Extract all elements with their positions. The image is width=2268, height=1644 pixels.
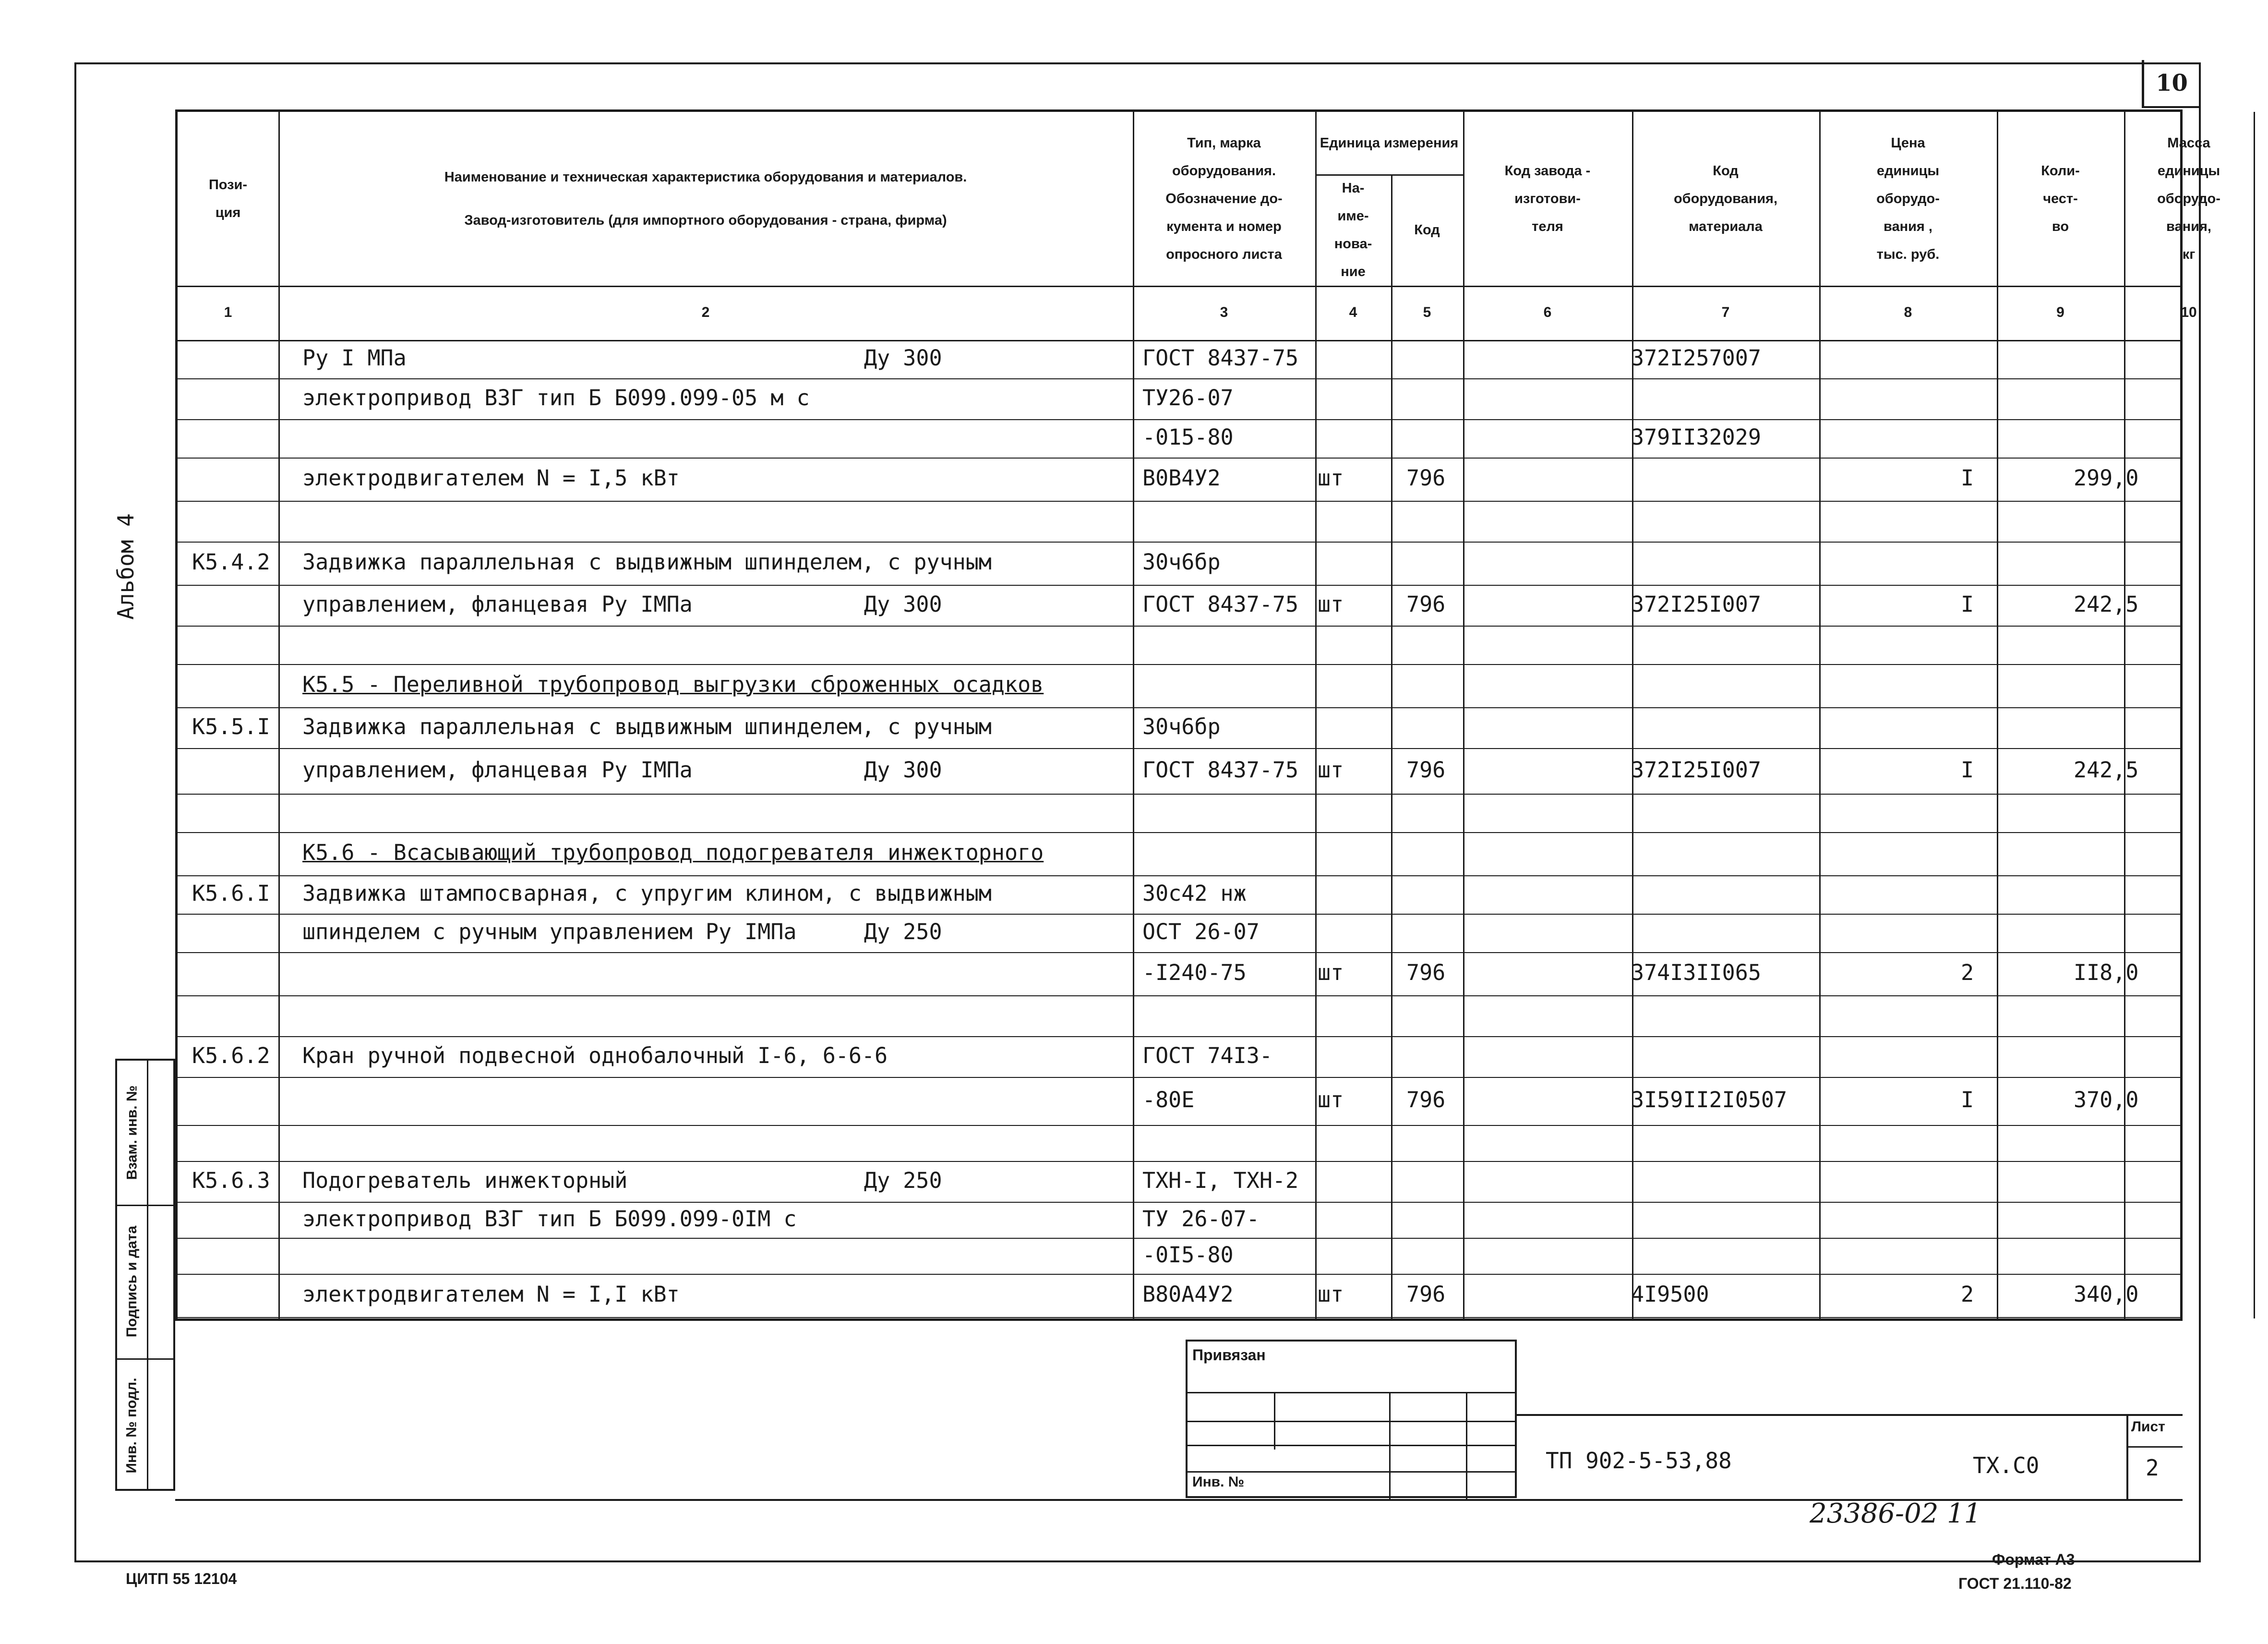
row-unit: шт [1318, 465, 1344, 491]
doc-mark: ТХ.С0 [1973, 1452, 2040, 1478]
row-nominal-diameter: Ду 300 [864, 345, 942, 371]
row-equipment-code: 3I59II2I0507 [1631, 1087, 1788, 1112]
row-type: ОСТ 26-07 [1142, 919, 1260, 944]
row-line [178, 1036, 2180, 1037]
row-type: В0В4У2 [1142, 465, 1221, 491]
stamp-vline-2 [1389, 1392, 1391, 1500]
row-unit-code: 796 [1406, 1281, 1446, 1307]
column-number-1: 1 [224, 304, 232, 320]
row-type: -80Е [1142, 1087, 1195, 1112]
row-unit: шт [1318, 1281, 1344, 1307]
row-name: электродвигателем N = I,5 кВт [302, 465, 680, 491]
row-type: ГОСТ 74I3- [1142, 1042, 1272, 1068]
spec-table [175, 109, 2220, 1321]
row-equipment-code: 372I25I007 [1631, 757, 1761, 783]
row-type: ГОСТ 8437-75 [1142, 757, 1299, 783]
column-header-8: Цена единицы оборудо- вания , тыс. руб. [1876, 135, 1940, 262]
row-unit: шт [1318, 757, 1344, 783]
row-line [178, 664, 2180, 665]
row-line [178, 748, 2180, 749]
row-line [178, 585, 2180, 586]
column-number-8: 8 [1904, 304, 1912, 320]
row-name: шпинделем с ручным управлением Ру IМПа [302, 919, 797, 944]
row-type: 30ч6бр [1142, 713, 1221, 739]
row-nominal-diameter: Ду 250 [864, 1167, 942, 1193]
list-cell-line [2126, 1446, 2183, 1448]
row-position: К5.6.3 [192, 1167, 270, 1193]
row-nominal-diameter: Ду 300 [864, 757, 942, 783]
column-header-10: Масса единицы оборудо- вания, кг [2157, 135, 2220, 262]
row-line [178, 914, 2180, 915]
row-line [178, 1317, 2180, 1318]
column-line [2254, 112, 2255, 1318]
row-position: К5.6.I [192, 881, 270, 906]
row-line [178, 419, 2180, 420]
row-name: управлением, фланцевая Ру IМПа [302, 757, 693, 783]
column-line [1632, 112, 1633, 1318]
privyazan-label: Привязан [1192, 1346, 1266, 1364]
row-mass: 242,5 [2074, 757, 2139, 783]
row-position: К5.4.2 [192, 549, 270, 575]
side-stamp [115, 1059, 175, 1491]
row-equipment-code: 374I3II065 [1631, 960, 1761, 985]
row-mass: 340,0 [2074, 1281, 2139, 1307]
column-number-line [178, 340, 2180, 341]
podpis-data-label: Подпись и дата [124, 1225, 140, 1338]
row-name: Задвижка параллельная с выдвижным шпинделем, с ручным [302, 549, 992, 575]
album-label: Альбом 4 [113, 513, 139, 620]
side-stamp-divider [147, 1061, 148, 1489]
row-type: ТУ26-07 [1142, 385, 1234, 411]
row-type: -015-80 [1142, 424, 1234, 450]
row-unit: шт [1318, 591, 1344, 617]
column-number-2: 2 [701, 304, 710, 320]
column-header-6: Код завода - изготови- теля [1504, 163, 1591, 234]
column-line [2124, 112, 2125, 1318]
row-name: электропривод ВЗГ тип Б Б099.099-0IМ с [302, 1206, 797, 1232]
inv-podl-label: Инв. № подл. [124, 1378, 140, 1474]
row-type: ТУ 26-07- [1142, 1206, 1260, 1232]
row-line [178, 832, 2180, 833]
row-type: -I240-75 [1142, 960, 1247, 985]
row-type: 30ч6бр [1142, 549, 1221, 575]
row-unit-code: 796 [1406, 591, 1446, 617]
row-name: электродвигателем N = I,I кВт [302, 1281, 680, 1307]
row-line [178, 875, 2180, 876]
row-nominal-diameter: Ду 250 [864, 919, 942, 944]
tsitp-label: ЦИТП 55 12104 [126, 1570, 237, 1587]
row-line [178, 1161, 2180, 1162]
row-unit-code: 796 [1406, 465, 1446, 491]
column-number-6: 6 [1543, 304, 1552, 320]
row-nominal-diameter: Ду 300 [864, 591, 942, 617]
row-line [178, 378, 2180, 379]
column-line [1997, 112, 1998, 1318]
list-label: Лист [2131, 1419, 2165, 1435]
row-mass: II8,0 [2074, 960, 2139, 985]
row-line [178, 794, 2180, 795]
row-unit-code: 796 [1406, 757, 1446, 783]
row-name: Подогреватель инжекторный [302, 1167, 628, 1193]
row-line [178, 707, 2180, 708]
stamp-vline-1 [1274, 1392, 1275, 1450]
row-equipment-code: 4I9500 [1631, 1281, 1709, 1307]
column-line [278, 112, 280, 1318]
row-type: В80А4У2 [1142, 1281, 1234, 1307]
column-header-1: Пози- ция [208, 177, 248, 220]
row-line [178, 458, 2180, 459]
column-number-5: 5 [1423, 304, 1431, 320]
doc-code: ТП 902-5-53,88 [1546, 1448, 1732, 1474]
row-position: К5.5.I [192, 713, 270, 739]
column-header-9: Коли- чест- во [2041, 163, 2080, 234]
row-mass: 299,0 [2074, 465, 2139, 491]
stamp-vline-3 [1466, 1392, 1467, 1500]
row-name: К5.5 - Переливной трубопровод выгрузки сброженных осадков [302, 672, 1044, 697]
row-line [178, 995, 2180, 996]
column-line [1819, 112, 1821, 1318]
row-quantity: I [1961, 465, 1974, 491]
column-number-10: 10 [2181, 304, 2197, 320]
row-type: ТХН-I, ТХН-2 [1142, 1167, 1299, 1193]
row-unit-code: 796 [1406, 960, 1446, 985]
column-number-4: 4 [1349, 304, 1357, 320]
vzam-inv-label: Взам. инв. № [124, 1085, 140, 1180]
row-name: управлением, фланцевая Ру IМПа [302, 591, 693, 617]
list-cell-divider [2126, 1414, 2128, 1500]
inv-no-label: Инв. № [1192, 1474, 1245, 1490]
format-label: Формат А3 [1992, 1551, 2075, 1568]
row-type: ГОСТ 8437-75 [1142, 345, 1299, 371]
sheet-number: 10 [2142, 60, 2199, 108]
row-unit-code: 796 [1406, 1087, 1446, 1112]
title-block-top-line [1517, 1414, 2183, 1416]
column-line [1463, 112, 1464, 1318]
row-name: Задвижка штампосварная, с упругим клином, с выдвижным [302, 881, 992, 906]
row-name: Кран ручной подвесной однобалочный I-6, 6-6-6 [302, 1042, 888, 1068]
row-quantity: I [1961, 757, 1974, 783]
row-line [178, 1274, 2180, 1275]
unit-group-title: Единица измерения [1320, 135, 1459, 151]
row-position: К5.6.2 [192, 1042, 270, 1068]
row-equipment-code: 372I257007 [1631, 345, 1761, 371]
row-line [178, 501, 2180, 502]
row-type: 30с42 нж [1142, 881, 1247, 906]
row-quantity: 2 [1961, 1281, 1974, 1307]
gost-label: ГОСТ 21.110-82 [1958, 1575, 2072, 1592]
row-quantity: I [1961, 591, 1974, 617]
list-number: 2 [2146, 1455, 2159, 1481]
column-header-2: Наименование и техническая характеристика оборудования и материалов. Завод-изготовитель (для импортного оборудования - страна, фирма) [444, 169, 967, 228]
row-line [178, 1125, 2180, 1126]
row-mass: 242,5 [2074, 591, 2139, 617]
header-bottom-line [178, 286, 2180, 287]
column-line [1391, 174, 1392, 1318]
row-type: -0I5-80 [1142, 1242, 1234, 1268]
column-header-5: Код [1414, 222, 1440, 238]
row-line [178, 1202, 2180, 1203]
row-line [178, 542, 2180, 543]
column-line [1315, 112, 1317, 1318]
row-line [178, 952, 2180, 953]
row-quantity: 2 [1961, 960, 1974, 985]
column-number-9: 9 [2056, 304, 2064, 320]
column-line [1133, 112, 1134, 1318]
row-quantity: I [1961, 1087, 1974, 1112]
row-mass: 370,0 [2074, 1087, 2139, 1112]
row-line [178, 1238, 2180, 1239]
row-name: К5.6 - Всасывающий трубопровод подогревателя инжекторного [302, 840, 1044, 865]
column-number-3: 3 [1220, 304, 1228, 320]
column-number-7: 7 [1721, 304, 1730, 320]
row-unit: шт [1318, 960, 1344, 985]
row-line [178, 1077, 2180, 1078]
column-header-4: На- име- нова- ние [1334, 181, 1372, 279]
row-name: Ру I МПа [302, 345, 407, 371]
row-line [178, 626, 2180, 627]
row-type: ГОСТ 8437-75 [1142, 591, 1299, 617]
column-header-7: Код оборудования, материала [1673, 163, 1778, 234]
row-unit: шт [1318, 1087, 1344, 1112]
row-equipment-code: 379II32029 [1631, 424, 1761, 450]
handwritten-number: 23386-02 11 [1810, 1498, 1981, 1529]
row-equipment-code: 372I25I007 [1631, 591, 1761, 617]
row-name: электропривод ВЗГ тип Б Б099.099-05 м с [302, 385, 810, 411]
column-header-3: Тип, марка оборудования. Обозначение до- кумента и номер опросного листа [1165, 135, 1283, 262]
row-name: Задвижка параллельная с выдвижным шпинделем, с ручным [302, 713, 992, 739]
privyazan-stamp [1186, 1340, 1517, 1498]
